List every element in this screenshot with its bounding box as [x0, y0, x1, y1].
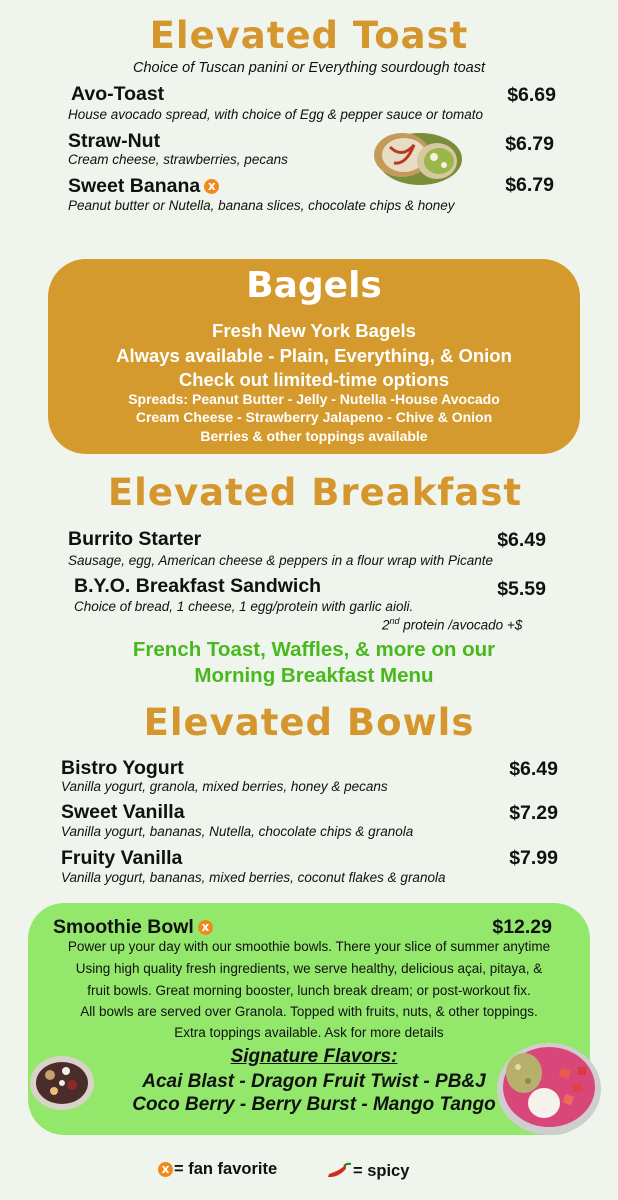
menu-item-description: Vanilla yogurt, granola, mixed berries, honey & pecans	[61, 779, 388, 794]
fan-favorite-legend	[158, 1160, 277, 1179]
menu-item-price: $6.79	[505, 133, 554, 155]
menu-item-price: $7.29	[509, 802, 558, 824]
menu-item-name: Fruity Vanilla	[61, 847, 183, 869]
menu-item-label: Smoothie Bowl	[53, 916, 194, 938]
toast-subtitle: Choice of Tuscan panini or Everything sourdough toast	[133, 60, 485, 76]
ordinal-suffix: nd	[389, 616, 400, 626]
menu-item-name	[68, 175, 219, 198]
fan-favorite-icon: x	[158, 1162, 173, 1177]
signature-flavors-heading: Signature Flavors:	[230, 1046, 398, 1067]
bagels-line: Always available - Plain, Everything, & Onion	[116, 345, 512, 366]
breakfast-menu-promo: Morning Breakfast Menu	[194, 664, 434, 687]
menu-item-label: Sweet Banana	[68, 175, 201, 197]
menu-item-description: Sausage, egg, American cheese & peppers in a flour wrap with Picante	[68, 553, 493, 568]
fan-favorite-icon: x	[204, 179, 219, 194]
menu-item-description: House avocado spread, with choice of Egg & pepper sauce or tomato	[68, 107, 483, 122]
menu-item-name: Burrito Starter	[68, 528, 202, 550]
bowls-section-title: Elevated Bowls	[143, 701, 475, 744]
fan-favorite-label: = fan favorite	[174, 1160, 278, 1178]
menu-item-price: $5.59	[497, 578, 546, 600]
ordinal-number: 2	[382, 617, 390, 633]
smoothie-description-line: fruit bowls. Great morning booster, lunch break dream; or post-workout fix.	[87, 983, 531, 998]
fan-favorite-icon: x	[198, 920, 213, 935]
smoothie-description-line: Power up your day with our smoothie bowls. There your slice of summer anytime	[67, 939, 551, 954]
menu-item-description: Choice of bread, 1 cheese, 1 egg/protein with garlic aioli.	[74, 599, 414, 614]
menu-item-description: Vanilla yogurt, bananas, Nutella, chocolate chips & granola	[61, 824, 414, 839]
spicy-legend	[325, 1162, 409, 1181]
bagels-line: Fresh New York Bagels	[212, 320, 416, 341]
menu-item-price: $7.99	[509, 847, 558, 869]
menu-item-description-extra	[382, 616, 522, 633]
bagels-line: Check out limited-time options	[178, 369, 450, 390]
breakfast-menu-promo: French Toast, Waffles, & more on our	[132, 638, 496, 661]
breakfast-section-title: Elevated Breakfast	[107, 471, 523, 514]
menu-item-name: Straw-Nut	[68, 130, 161, 152]
menu-item-name: B.Y.O. Breakfast Sandwich	[74, 575, 322, 597]
menu-item-price: $6.49	[509, 758, 558, 780]
menu-item-description: Cream cheese, strawberries, pecans	[68, 152, 288, 167]
menu-item-price: $6.79	[505, 174, 554, 196]
smoothie-description-line: Using high quality fresh ingredients, we serve healthy, delicious açai, pitaya, &	[75, 961, 543, 976]
toast-food-photo	[362, 125, 464, 189]
spicy-label: = spicy	[353, 1162, 410, 1180]
menu-item-price: $6.49	[497, 529, 546, 551]
bagels-title: Bagels	[246, 265, 382, 306]
menu-item-description: Vanilla yogurt, bananas, mixed berries, coconut flakes & granola	[61, 870, 446, 885]
bagels-spreads-line: Cream Cheese - Strawberry Jalapeno - Chive & Onion	[135, 409, 493, 425]
menu-item-name: Avo-Toast	[71, 83, 165, 105]
toast-section-title: Elevated Toast	[149, 14, 469, 57]
smoothie-description-line: All bowls are served over Granola. Topped with fruits, nuts, & other toppings.	[80, 1004, 538, 1019]
extra-protein-text: protein /avocado +$	[399, 617, 523, 633]
smoothie-description-line: Extra toppings available. Ask for more details	[174, 1025, 444, 1040]
signature-flavors-line: Coco Berry - Berry Burst - Mango Tango	[132, 1094, 496, 1115]
menu-item-price: $6.69	[507, 84, 556, 106]
chili-pepper-icon	[325, 1162, 353, 1180]
menu-item-price: $12.29	[492, 916, 552, 938]
signature-flavors-line: Acai Blast - Dragon Fruit Twist - PB&J	[142, 1071, 486, 1092]
bagels-spreads-line: Spreads: Peanut Butter - Jelly - Nutella -House Avocado	[128, 391, 500, 407]
menu-item-name: Sweet Vanilla	[61, 801, 185, 823]
menu-item-name	[53, 916, 213, 939]
menu-item-name: Bistro Yogurt	[61, 757, 184, 779]
bagels-toppings-line: Berries & other toppings available	[200, 428, 428, 444]
menu-item-description: Peanut butter or Nutella, banana slices, chocolate chips & honey	[68, 198, 455, 213]
